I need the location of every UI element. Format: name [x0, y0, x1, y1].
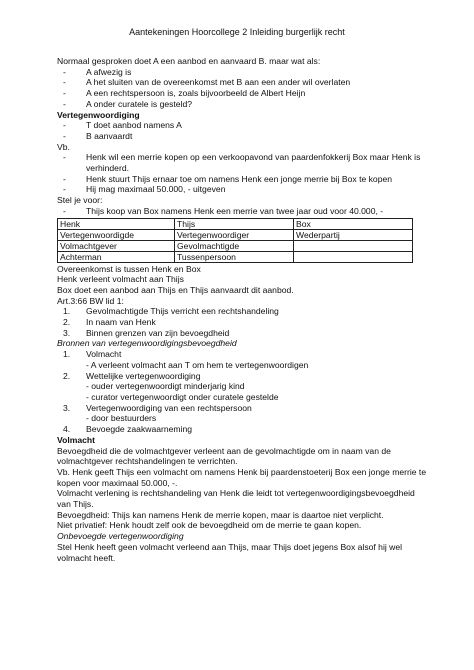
numbered-item: 3. Binnen grenzen van zijn bevoegdheid — [63, 327, 230, 338]
text-line: Overeenkomst is tussen Henk en Box — [57, 263, 201, 274]
section-heading-bronnen: Bronnen van vertegenwoordigingsbevoegdheid — [57, 338, 237, 349]
section-heading-volmacht: Volmacht — [57, 434, 96, 445]
list-item: - Thijs koop van Box namens Henk een merrie van twee jaar oud voor 40.000, - — [57, 206, 427, 217]
intro-line: Normaal gesproken doet A een aanbod en aanvaard B. maar wat als: — [57, 56, 321, 66]
list-item: - A een rechtspersoon is, zoals bijvoorbeeld de Albert Heijn — [57, 88, 427, 99]
sub-item: - ouder vertegenwoordigt minderjarig kind — [86, 381, 245, 392]
table-cell: Box — [294, 218, 413, 229]
table-cell: Wederpartij — [294, 229, 413, 240]
table-cell: Vertegenwoordigde — [58, 229, 175, 240]
numbered-item: 3. Vertegenwoordiging van een rechtspersoon — [63, 402, 252, 413]
table-cell: Gevolmachtigde — [175, 240, 294, 251]
list-item: - Henk stuurt Thijs ernaar toe om namens Henk een jonge merrie bij Box te kopen — [57, 174, 427, 185]
list-item: - Henk wil een merrie kopen op een verkoopavond van paardenfokkerij Box maar Henk is verhinderd. — [57, 152, 427, 173]
numbered-item: 1. Volmacht — [63, 349, 122, 360]
numbered-item-text: Vertegenwoordiging van een rechtspersoon — [86, 402, 252, 413]
table-cell: Achterman — [58, 251, 175, 262]
numbered-item: 1. Gevolmachtigde Thijs verricht een rechtshandeling — [63, 306, 279, 317]
table-row — [58, 251, 413, 262]
text-line: Henk verleent volmacht aan Thijs — [57, 274, 184, 285]
sub-item: - curator vertegenwoordigt onder curatele gestelde — [86, 391, 279, 402]
table-row — [58, 218, 413, 229]
table-cell: Tussenpersoon — [175, 251, 294, 262]
list-item: - A afwezig is — [57, 67, 427, 78]
table-cell: Vertegenwoordiger — [175, 229, 294, 240]
document-body — [57, 56, 427, 563]
vb-label: Vb. — [57, 141, 70, 152]
paragraph: Niet privatief: Henk houdt zelf ook de bevoegdheid om de merrie te gaan kopen. — [57, 520, 362, 531]
paragraph: Bevoegdheid: Thijs kan namens Henk de merrie kopen, maar is daartoe niet verplicht. — [57, 509, 384, 520]
numbered-item-text: Binnen grenzen van zijn bevoegdheid — [86, 327, 230, 338]
numbered-item: 2. Wettelijke vertegenwoordiging — [63, 370, 201, 381]
paragraph: Vb. Henk geeft Thijs een volmacht om namens Henk bij paardenstoeterij Box een jonge merrie te kopen voor maximaal 50.000, -. — [57, 466, 427, 488]
table-cell: Henk — [58, 218, 175, 229]
table-row — [58, 229, 413, 240]
paragraph: Bevoegdheid die de volmachtgever verleent aan de gevolmachtigde om in naam van de volmachtgever rechtshandelingen te verrichten. — [57, 445, 391, 467]
roles-table — [57, 218, 413, 263]
table-cell — [294, 251, 413, 262]
sub-item: - A verleent volmacht aan T om hem te vertegenwoordigen — [86, 359, 309, 370]
table-cell: Thijs — [175, 218, 294, 229]
text-line: Box doet een aanbod aan Thijs en Thijs aanvaardt dit aanbod. — [57, 284, 294, 295]
numbered-item-text: Volmacht — [86, 349, 122, 360]
paragraph: Stel Henk heeft geen volmacht verleend aan Thijs, maar Thijs doet jegens Box alsof hij wel volmacht heeft. — [57, 541, 403, 563]
table-row — [58, 240, 413, 251]
numbered-item-text: Bevoegde zaakwaarneming — [86, 424, 193, 435]
section-heading-onbevoegde: Onbevoegde vertegenwoordiging — [57, 531, 184, 542]
numbered-item: 2. In naam van Henk — [63, 317, 156, 328]
section-heading-vertegenwoordiging: Vertegenwoordiging — [57, 109, 140, 120]
numbered-item: 4. Bevoegde zaakwaarneming — [63, 424, 193, 435]
document-title: Aantekeningen Hoorcollege 2 Inleiding burgerlijk recht — [129, 27, 345, 37]
text-line: Art.3:66 BW lid 1: — [57, 295, 124, 306]
paragraph: Volmacht verlening is rechtshandeling van Henk die leidt tot vertegenwoordigingsbevoegdheid van Thijs. — [57, 488, 415, 510]
table-cell — [294, 240, 413, 251]
numbered-item-text: Gevolmachtigde Thijs verricht een rechtshandeling — [86, 306, 279, 317]
list-item: - A onder curatele is gesteld? — [57, 99, 427, 110]
list-item: - T doet aanbod namens A — [57, 120, 427, 131]
numbered-item-text: Wettelijke vertegenwoordiging — [86, 370, 201, 381]
list-item: - A het sluiten van de overeenkomst met B aan een ander wil overlaten — [57, 77, 427, 88]
numbered-item-text: In naam van Henk — [86, 317, 156, 328]
list-item: - B aanvaardt — [57, 131, 427, 142]
stel-label: Stel je voor: — [57, 195, 103, 206]
sub-item: - door bestuurders — [86, 413, 157, 424]
table-cell: Volmachtgever — [58, 240, 175, 251]
list-item: - Hij mag maximaal 50.000, - uitgeven — [57, 184, 427, 195]
